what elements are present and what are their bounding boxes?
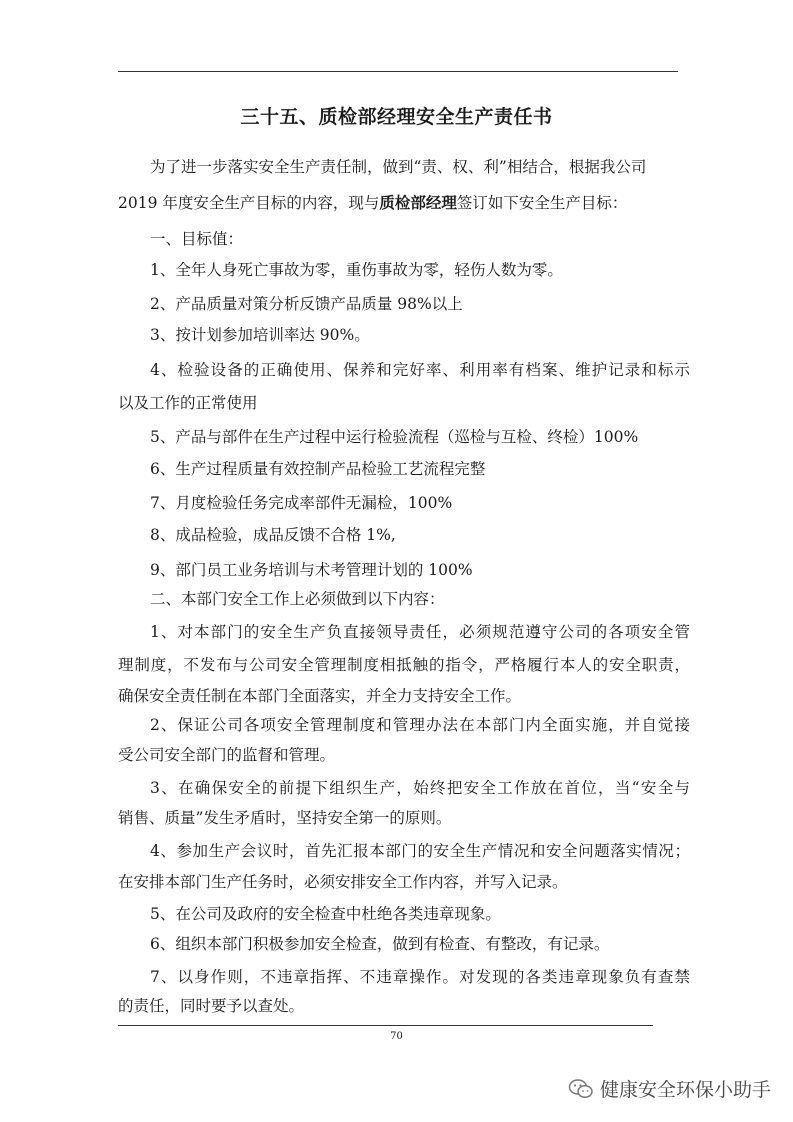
wechat-icon bbox=[568, 1078, 594, 1100]
section-heading-targets: 一、目标值： bbox=[150, 230, 244, 248]
intro-line-1: 为了进一步落实安全生产责任制，做到“责、权、利”相结合，根据我公司 bbox=[150, 158, 647, 176]
duty-line: 6、组织本部门积极参加安全检查，做到有检查、有整改，有记录。 bbox=[150, 935, 610, 953]
intro-position-name: 质检部经理 bbox=[379, 194, 457, 212]
duty-line: 1、对本部门的安全生产负直接领导责任，必须规范遵守公司的各项安全管 bbox=[150, 623, 690, 641]
target-item: 7、月度检验任务完成率部件无漏检，100% bbox=[150, 494, 453, 512]
footer-rule bbox=[118, 1025, 653, 1026]
intro-text-a: 2019 年度安全生产目标的内容，现与 bbox=[118, 194, 380, 212]
header-rule bbox=[118, 71, 678, 72]
target-item: 4、检验设备的正确使用、保养和完好率、利用率有档案、维护记录和标示 bbox=[150, 361, 690, 379]
intro-line-2 bbox=[118, 193, 690, 213]
duty-line: 2、保证公司各项安全管理制度和管理办法在本部门内全面实施，并自觉接 bbox=[150, 716, 690, 734]
section-heading-duties: 二、本部门安全工作上必须做到以下内容： bbox=[150, 590, 445, 608]
duty-line: 的责任，同时要予以查处。 bbox=[118, 997, 305, 1015]
duty-line: 3、在确保安全的前提下组织生产，始终把安全工作放在首位，当“安全与 bbox=[150, 779, 690, 797]
target-item: 1、全年人身死亡事故为零，重伤事故为零，轻伤人数为零。 bbox=[150, 261, 563, 279]
duty-line: 5、在公司及政府的安全检查中杜绝各类违章现象。 bbox=[150, 905, 501, 923]
duty-line: 4、参加生产会议时，首先汇报本部门的安全生产情况和安全问题落实情况； bbox=[150, 842, 690, 860]
target-item-continued: 以及工作的正常使用 bbox=[118, 394, 258, 412]
target-item: 8、成品检验，成品反馈不合格 1%, bbox=[150, 526, 396, 544]
target-item: 5、产品与部件在生产过程中运行检验流程（巡检与互检、终检）100% bbox=[150, 428, 639, 446]
duty-line: 销售、质量”发生矛盾时，坚持安全第一的原则。 bbox=[118, 809, 452, 827]
watermark-text: 健康安全环保小助手 bbox=[600, 1079, 772, 1101]
target-item: 3、按计划参加培训率达 90%。 bbox=[150, 326, 370, 344]
target-item: 6、生产过程质量有效控制产品检验工艺流程完整 bbox=[150, 460, 486, 478]
target-item: 9、部门员工业务培训与术考管理计划的 100% bbox=[150, 561, 473, 579]
duty-line: 确保安全责任制在本部门全面落实，并全力支持安全工作。 bbox=[118, 687, 522, 705]
duty-line: 在安排本部门生产任务时，必须安排安全工作内容，并写入记录。 bbox=[118, 873, 568, 891]
target-item: 2、产品质量对策分析反馈产品质量 98%以上 bbox=[150, 295, 463, 313]
page-number: 70 bbox=[390, 1031, 403, 1042]
duty-line: 受公司安全部门的监督和管理。 bbox=[118, 746, 336, 764]
intro-text-b: 签订如下安全生产目标： bbox=[456, 194, 628, 212]
watermark bbox=[568, 1075, 771, 1102]
duty-line: 7、以身作则，不违章指挥、不违章操作。对发现的各类违章现象负有查禁 bbox=[150, 968, 690, 986]
duty-line: 理制度，不发布与公司安全管理制度相抵触的指令，严格履行本人的安全职责， bbox=[118, 656, 690, 674]
page-title: 三十五、质检部经理安全生产责任书 bbox=[240, 106, 553, 128]
